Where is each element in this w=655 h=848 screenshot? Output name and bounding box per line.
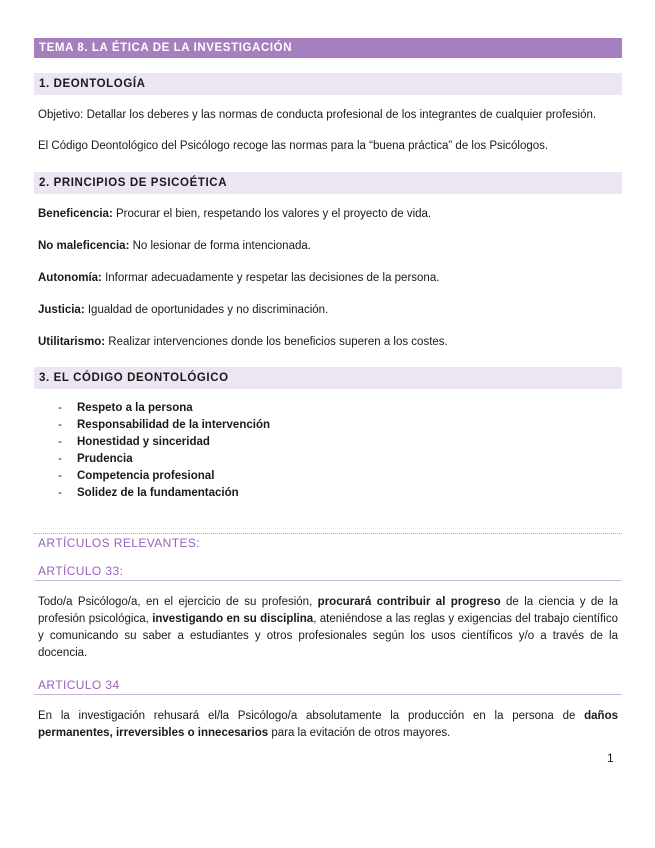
principle-item: [38, 270, 618, 287]
bold-run: daños permanentes, irreversibles o innecesarios: [38, 710, 618, 739]
principle-term: Beneficencia:: [38, 208, 113, 220]
principle-text: Procurar el bien, respetando los valores y el proyecto de vida.: [112, 208, 432, 220]
articulo-34-text: [38, 708, 618, 742]
bold-run: procurará contribuir al progreso: [317, 596, 501, 608]
principle-term: Utilitarismo:: [38, 336, 106, 348]
heading-underline: [34, 580, 622, 581]
principle-item: [38, 238, 618, 255]
paragraph-objetivo: Objetivo: Detallar los deberes y las normas de conducta profesional de los integrantes de cualquier profesión.: [38, 109, 597, 121]
list-item: [58, 468, 270, 485]
section-heading-deontologia: 1. DEONTOLOGÍA: [34, 73, 622, 95]
codigo-list: [58, 400, 270, 502]
dotted-divider: [34, 533, 622, 534]
principle-item: [38, 302, 618, 319]
list-dash: -: [58, 419, 62, 431]
bold-run: investigando en su disciplina: [152, 613, 314, 625]
text-run: de la ciencia y de la profesión psicológica,: [38, 596, 619, 625]
list-item: [58, 485, 270, 502]
text-run: Todo/a Psicólogo/a, en el ejercicio de su profesión,: [38, 596, 318, 608]
principle-item: [38, 334, 618, 351]
text-run: , ateniéndose a las reglas y exigencias del trabajo científico y comunicando su saber a estudiantes y otros profesionales según los usos científicos y/o a través de la docencia.: [38, 613, 618, 659]
articulo-33-text: [38, 594, 618, 662]
list-item: [58, 434, 270, 451]
principle-text: Realizar intervenciones donde los beneficios superen a los costes.: [105, 336, 448, 348]
list-item: [58, 417, 270, 434]
text-run: En la investigación rehusará el/la Psicólogo/a absolutamente la producción en la persona de: [38, 710, 585, 722]
paragraph-codigo-deontologico: El Código Deontológico del Psicólogo recoge las normas para la “buena práctica” de los Psicólogos.: [38, 140, 549, 152]
list-item: [58, 451, 270, 468]
list-item-text: Prudencia: [77, 453, 133, 465]
page-number: 1: [607, 751, 614, 765]
principle-term: Justicia:: [38, 304, 85, 316]
articulo-33-heading: ARTÍCULO 33:: [38, 564, 124, 578]
articulo-34-heading: ARTICULO 34: [38, 678, 120, 692]
list-item-text: Responsabilidad de la intervención: [77, 419, 270, 431]
list-item: [58, 400, 270, 417]
section-heading-principios: 2. PRINCIPIOS DE PSICOÉTICA: [34, 172, 622, 194]
list-item-text: Respeto a la persona: [77, 402, 193, 414]
list-item-text: Honestidad y sinceridad: [77, 436, 210, 448]
list-dash: -: [58, 487, 62, 499]
principle-term: Autonomía:: [38, 272, 102, 284]
list-item-text: Solidez de la fundamentación: [77, 487, 239, 499]
list-dash: -: [58, 453, 62, 465]
principle-item: [38, 206, 618, 223]
principle-text: No lesionar de forma intencionada.: [129, 240, 311, 252]
text-run: para la evitación de otros mayores.: [268, 727, 451, 739]
section-heading-codigo: 3. EL CÓDIGO DEONTOLÓGICO: [34, 367, 622, 389]
document-title: TEMA 8. LA ÉTICA DE LA INVESTIGACIÓN: [34, 38, 622, 58]
list-dash: -: [58, 470, 62, 482]
principle-text: Informar adecuadamente y respetar las decisiones de la persona.: [101, 272, 440, 284]
principle-text: Igualdad de oportunidades y no discriminación.: [84, 304, 329, 316]
heading-underline: [34, 694, 622, 695]
principle-term: No maleficencia:: [38, 240, 130, 252]
list-dash: -: [58, 436, 62, 448]
list-dash: -: [58, 402, 62, 414]
list-item-text: Competencia profesional: [77, 470, 215, 482]
articulos-heading: ARTÍCULOS RELEVANTES:: [38, 536, 200, 550]
